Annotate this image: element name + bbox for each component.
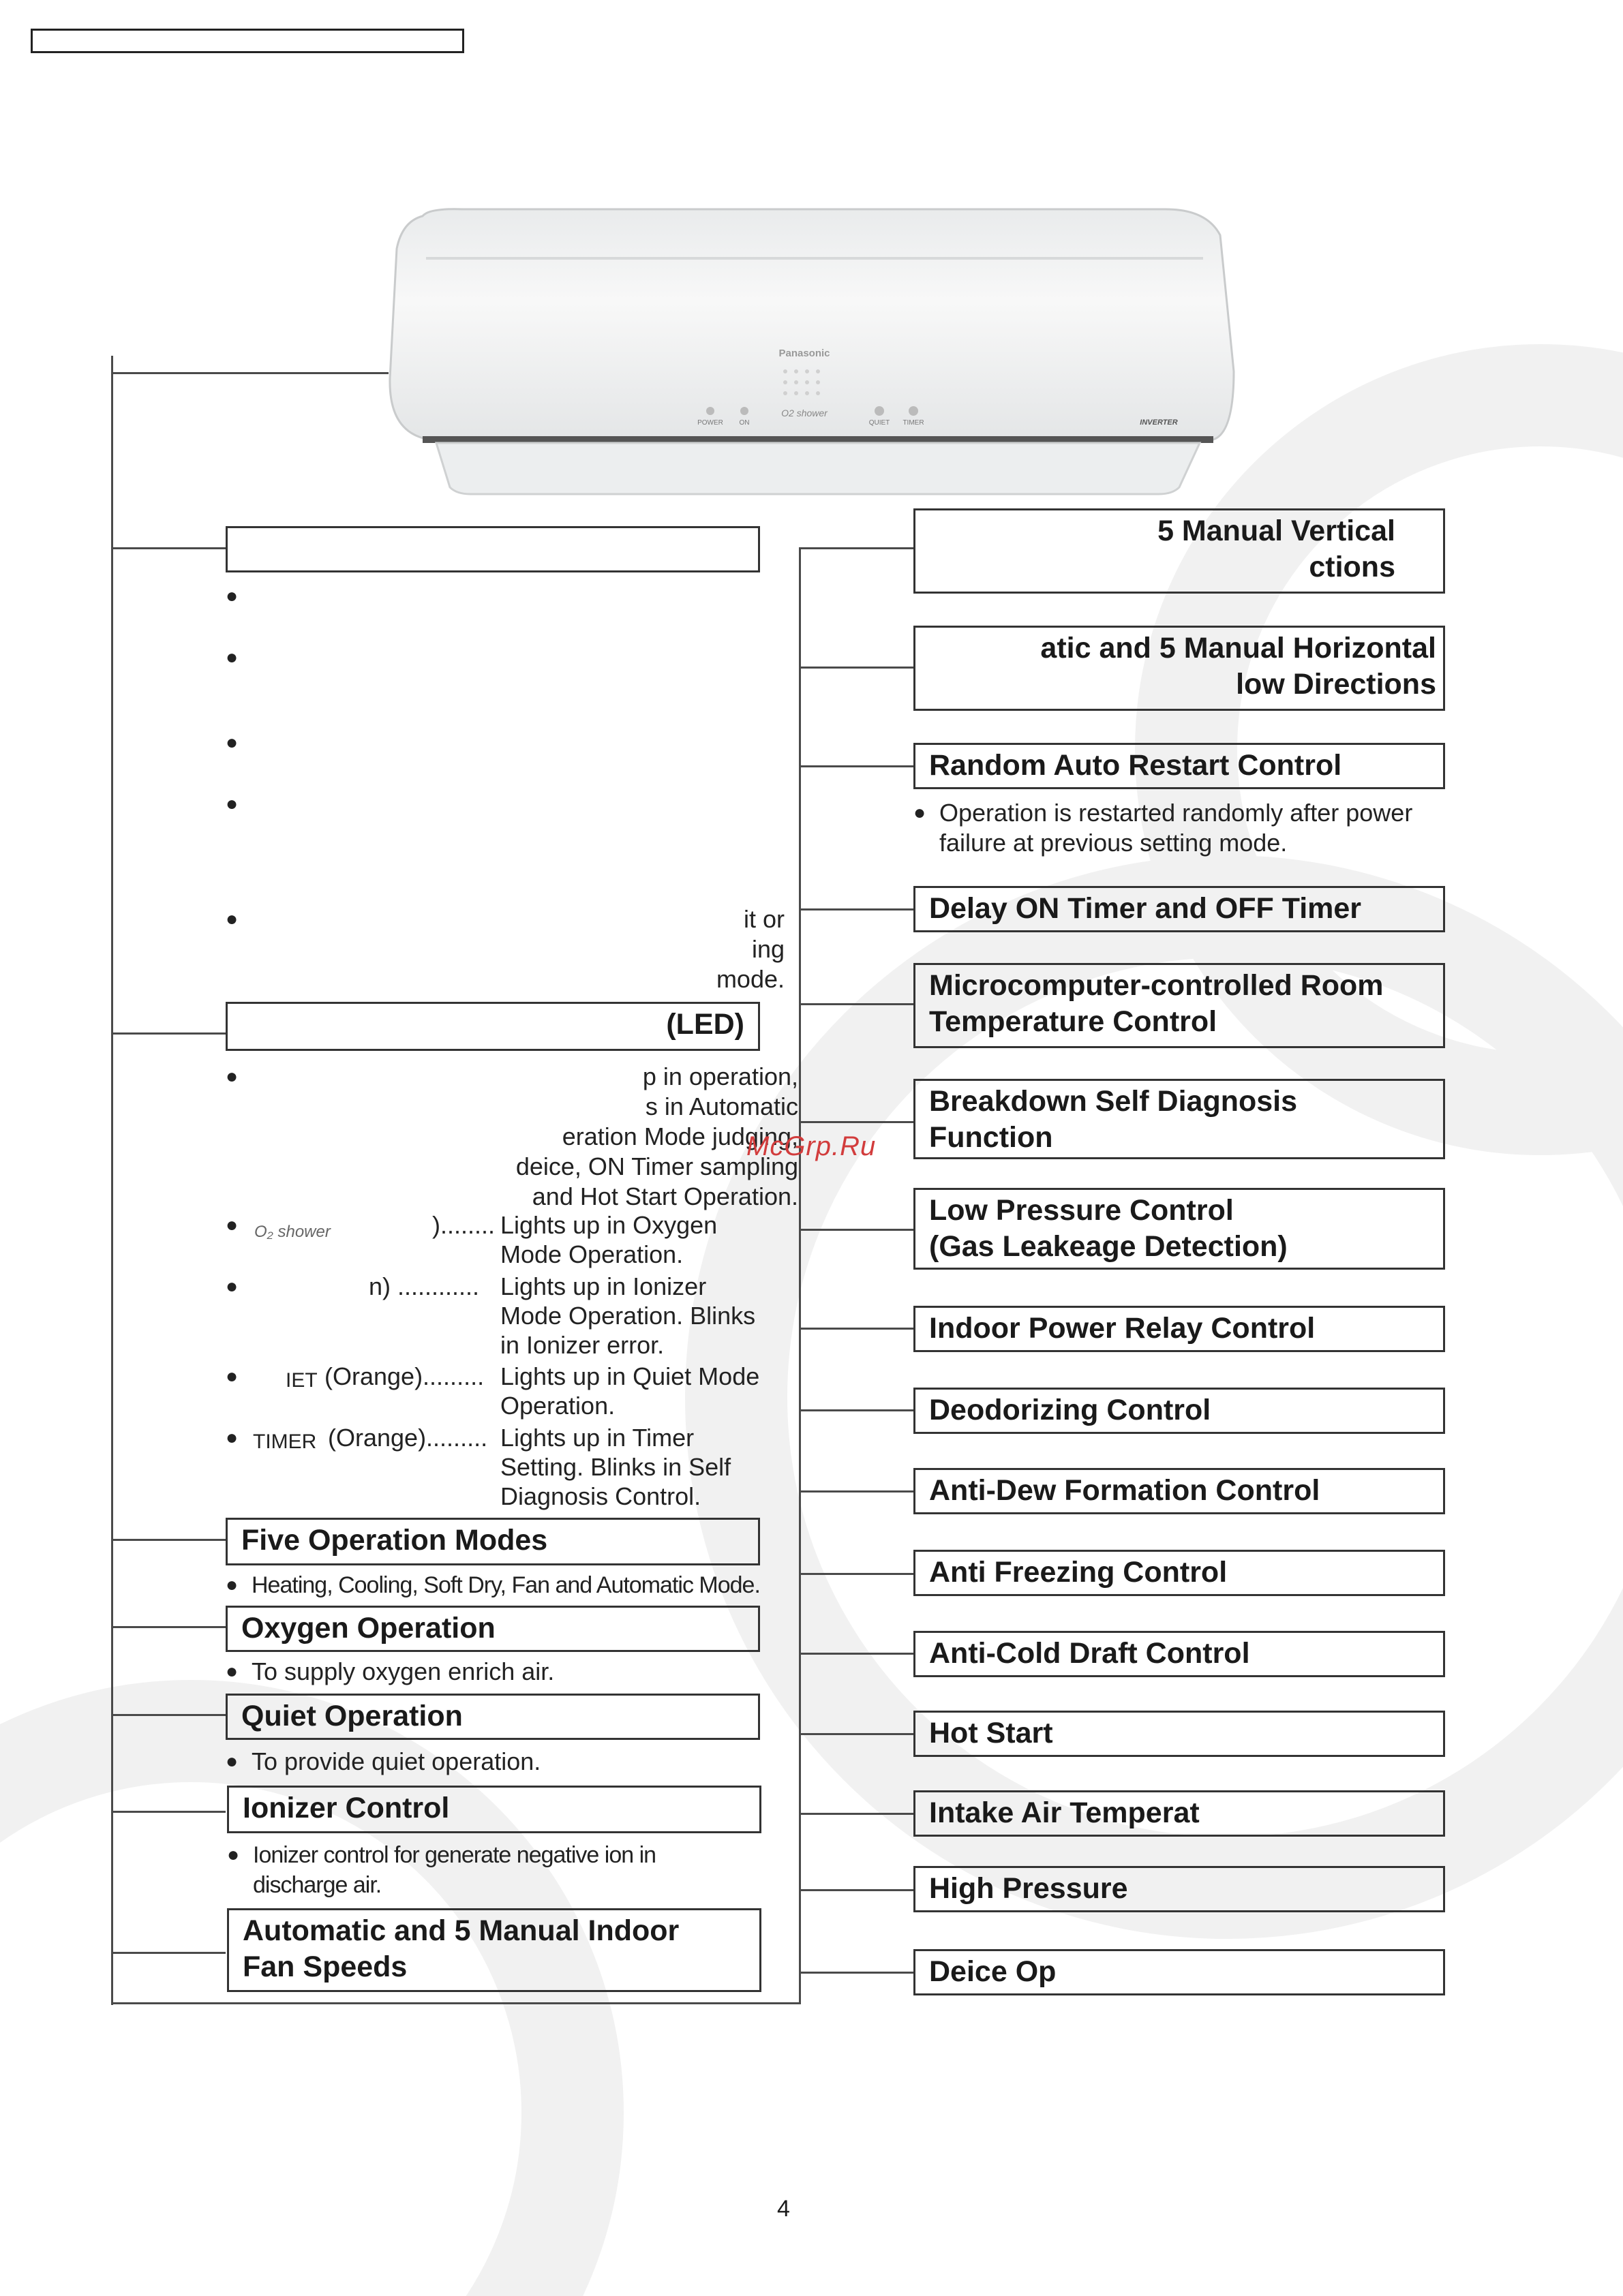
led-indicators-box: (LED): [226, 1002, 760, 1051]
breakdown-diagnosis-title: Breakdown Self Diagnosis Function: [913, 1079, 1445, 1159]
watermark-text: McGrp.Ru: [746, 1131, 877, 1161]
led-quiet-desc: Lights up in Quiet Mode Operation.: [500, 1362, 760, 1420]
bottom-connector: [111, 2002, 801, 2004]
led-quiet-name: (Orange).........: [324, 1362, 485, 1390]
svg-text:O2 shower: O2 shower: [781, 408, 828, 418]
svg-text:ON: ON: [739, 419, 750, 427]
anti-dew-title: Anti-Dew Formation Control: [913, 1468, 1445, 1514]
five-modes-bullet: ● Heating, Cooling, Soft Dry, Fan and Automatic Mode.: [226, 1572, 760, 1598]
led-power-item: ● p in operation, s in Automatic eration Mode judging, deice, ON Timer sampling and Hot Start Operation.: [226, 1062, 798, 1210]
indoor-relay-title: Indoor Power Relay Control: [913, 1306, 1445, 1352]
connector-to-unit: [111, 372, 389, 374]
led-timer-row: ● TIMER (Orange)......... Lights up in Timer Setting. Blinks in Self Diagnosis Control.: [226, 1424, 731, 1510]
led-quiet-label: IET: [286, 1369, 318, 1392]
led-timer-desc: Lights up in Timer Setting. Blinks in Self Diagnosis Control.: [500, 1424, 731, 1510]
connector-quiet: [111, 1714, 226, 1716]
ionizer-bullet: ● Ionizer control for generate negative ion in discharge air.: [227, 1842, 656, 1898]
connector-box1: [111, 547, 226, 549]
led-oxygen-desc: Lights up in Oxygen Mode Operation.: [500, 1211, 718, 1268]
anti-cold-draft-title: Anti-Cold Draft Control: [913, 1631, 1445, 1677]
random-auto-restart-title: Random Auto Restart Control: [913, 743, 1445, 789]
delay-timer-title: Delay ON Timer and OFF Timer: [913, 886, 1445, 932]
bullet-2: ●: [226, 646, 239, 669]
fan-speeds-title: Automatic and 5 Manual Indoor Fan Speeds: [227, 1908, 761, 1992]
oxygen-bullet: ● To supply oxygen enrich air.: [226, 1657, 555, 1685]
page-number: 4: [777, 2196, 790, 2222]
connector-five-modes: [111, 1539, 226, 1541]
svg-text:INVERTER: INVERTER: [1140, 418, 1178, 427]
header-box: [31, 29, 464, 53]
microcomputer-control-title: Microcomputer-controlled Room Temperature Control: [913, 963, 1445, 1048]
intake-air-temp-title: Intake Air Temperat: [913, 1790, 1445, 1837]
led-timer-name: (Orange).........: [328, 1424, 488, 1452]
led-quiet-row: ● IET (Orange)......... Lights up in Quiet Mode Operation.: [226, 1362, 760, 1420]
led-power-desc: p in operation, s in Automatic eration Mode judging, deice, ON Timer sampling and Hot Start Operation.: [515, 1062, 798, 1210]
svg-text:TIMER: TIMER: [902, 419, 924, 427]
quiet-operation-title: Quiet Operation: [226, 1694, 760, 1740]
bullet-5: ● it or ing mode.: [226, 905, 785, 993]
ionizer-control-title: Ionizer Control: [227, 1786, 761, 1833]
horizontal-airflow-title: atic and 5 Manual Horizontal low Directions: [913, 626, 1445, 711]
oxygen-operation-title: Oxygen Operation: [226, 1606, 760, 1652]
bullet-3: ●: [226, 731, 239, 754]
svg-text:Panasonic: Panasonic: [778, 348, 830, 359]
random-restart-bullet: ● Operation is restarted randomly after power failure at previous setting mode.: [913, 799, 1413, 857]
five-operation-modes-title: Five Operation Modes: [226, 1518, 760, 1565]
led-oxygen-name: )........: [432, 1211, 496, 1239]
bullet-4: ●: [226, 793, 239, 815]
oxygen-shower-icon: O₂ shower: [254, 1223, 331, 1241]
connector-led: [111, 1032, 226, 1035]
connector-fan: [111, 1952, 226, 1954]
led-ionizer-name: n) ............: [369, 1272, 480, 1300]
anti-freezing-title: Anti Freezing Control: [913, 1550, 1445, 1596]
vertical-airflow-title: 5 Manual Vertical ctions: [913, 508, 1445, 594]
bullet-1: ●: [226, 585, 239, 607]
deodorizing-title: Deodorizing Control: [913, 1388, 1445, 1434]
led-ionizer-desc: Lights up in Ionizer Mode Operation. Blinks in Ionizer error.: [500, 1272, 756, 1359]
connector-ionizer: [111, 1811, 226, 1813]
feature-box-1: [226, 526, 760, 572]
low-pressure-title: Low Pressure Control (Gas Leakeage Detection): [913, 1188, 1445, 1270]
quiet-bullet: ● To provide quiet operation.: [226, 1747, 541, 1775]
bullet-5-text: it or ing mode.: [716, 905, 785, 993]
connector-oxygen: [111, 1626, 226, 1628]
air-conditioner-image: [382, 208, 1241, 501]
svg-text:POWER: POWER: [697, 419, 723, 427]
hot-start-title: Hot Start: [913, 1711, 1445, 1757]
led-ionizer-row: ● n) ............ Lights up in Ionizer Mode Operation. Blinks in Ionizer error.: [226, 1272, 756, 1359]
led-oxygen-row: ● O₂ shower )........ Lights up in Oxygen Mode Operation.: [226, 1211, 718, 1268]
high-pressure-title: High Pressure: [913, 1866, 1445, 1912]
led-timer-label: TIMER: [253, 1430, 317, 1453]
svg-text:QUIET: QUIET: [868, 419, 890, 427]
left-trunk-line: [111, 356, 113, 2005]
deice-title: Deice Op: [913, 1949, 1445, 1995]
